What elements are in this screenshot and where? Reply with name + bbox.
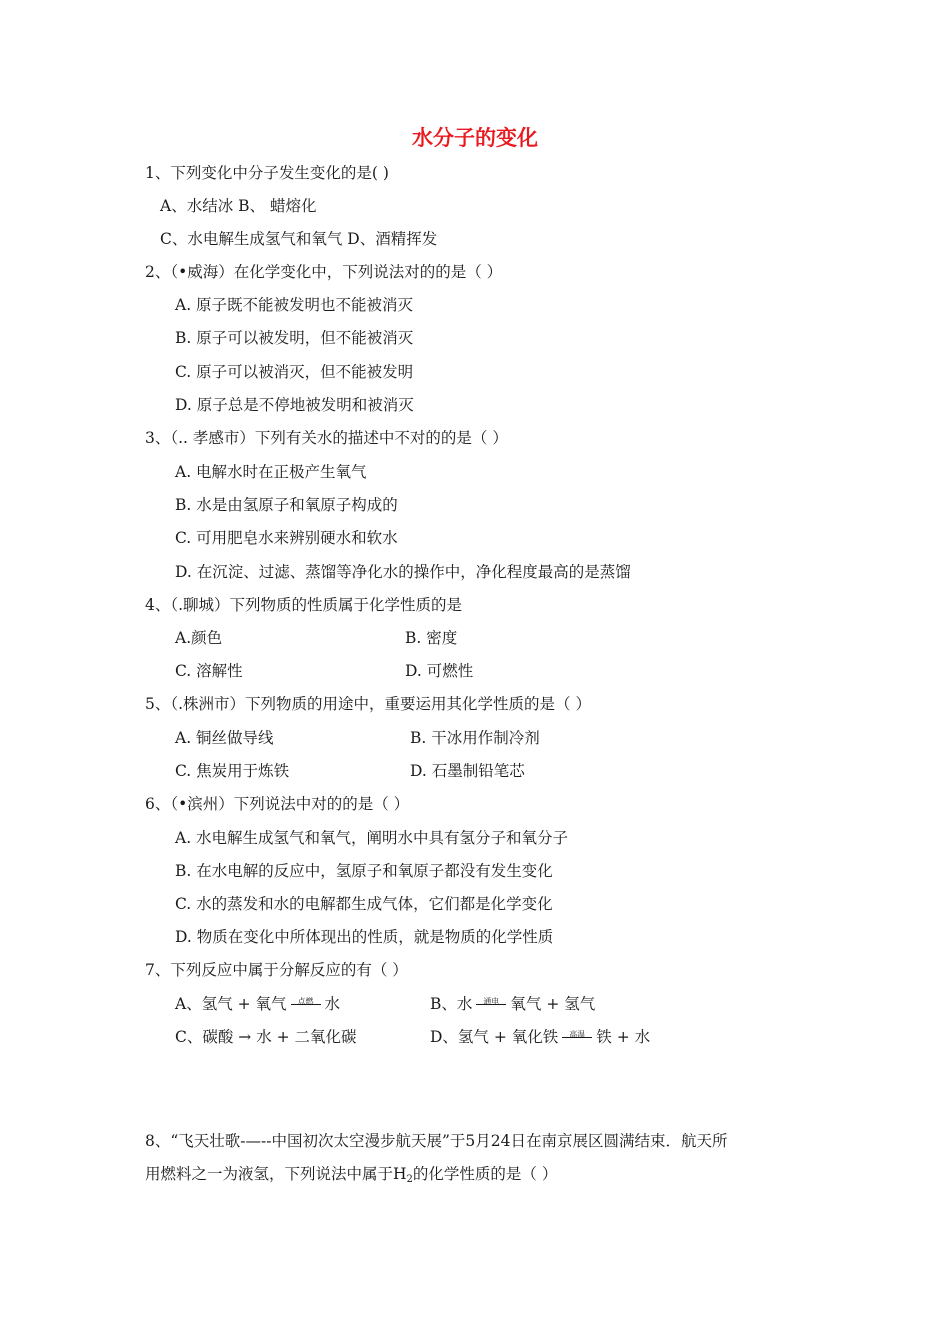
page-title: 水分子的变化 bbox=[412, 126, 538, 150]
question-3-option-d: D. 在沉淀、过滤、蒸馏等净化水的操作中，净化程度最高的是蒸馏 bbox=[175, 563, 631, 581]
reaction-condition-label: 通电 bbox=[483, 997, 500, 1006]
question-3-stem: 3、（.. 孝感市）下列有关水的描述中不对的的是（ ） bbox=[145, 429, 508, 447]
question-7-option-d bbox=[430, 1027, 650, 1047]
option-d-products: 铁 + 水 bbox=[596, 1028, 651, 1046]
question-8-line-1: 8、“飞天壮歌-—--中国初次太空漫步航天展”于5月24日在南京展区圆满结束．航天所 bbox=[145, 1132, 728, 1150]
question-4-option-b: B. 密度 bbox=[405, 629, 458, 647]
question-7-stem: 7、下列反应中属于分解反应的有（ ） bbox=[145, 961, 408, 979]
question-6-stem: 6、（•滨州）下列说法中对的的是（ ） bbox=[145, 795, 410, 813]
question-2-option-b: B. 原子可以被发明，但不能被消灭 bbox=[175, 329, 414, 347]
question-8-line-2 bbox=[145, 1164, 557, 1190]
option-b-products: 氧气 + 氢气 bbox=[510, 995, 596, 1013]
question-8-text-end: 的化学性质的是（ ） bbox=[412, 1165, 558, 1183]
reaction-condition-label: 点燃 bbox=[297, 997, 314, 1006]
question-4-option-a: A.颜色 bbox=[175, 629, 223, 647]
question-5-stem: 5、（.株洲市）下列物质的用途中，重要运用其化学性质的是（ ） bbox=[145, 695, 591, 713]
question-4-option-d: D. 可燃性 bbox=[405, 662, 474, 680]
question-2-option-a: A. 原子既不能被发明也不能被消灭 bbox=[175, 296, 414, 314]
question-7-option-c: C、碳酸 → 水 + 二氧化碳 bbox=[175, 1028, 357, 1046]
question-4-option-c: C. 溶解性 bbox=[175, 662, 243, 680]
question-7-option-a bbox=[175, 994, 340, 1014]
question-5-option-b: B. 干冰用作制冷剂 bbox=[410, 729, 540, 747]
question-6-option-d: D. 物质在变化中所体现出的性质，就是物质的化学性质 bbox=[175, 928, 554, 946]
question-5-option-a: A. 铜丝做导线 bbox=[175, 729, 274, 747]
option-b-reactants: B、水 bbox=[430, 995, 473, 1013]
question-2-stem: 2、（•威海）在化学变化中，下列说法对的的是（ ） bbox=[145, 263, 503, 281]
reaction-condition-arrow bbox=[560, 1027, 594, 1047]
question-6-option-a: A. 水电解生成氢气和氧气，阐明水中具有氢分子和氧分子 bbox=[175, 829, 569, 847]
option-d-reactants: D、氢气 + 氧化铁 bbox=[430, 1028, 559, 1046]
reaction-condition-arrow bbox=[289, 994, 323, 1014]
question-5-option-c: C. 焦炭用于炼铁 bbox=[175, 762, 290, 780]
reaction-condition-label: 高温 bbox=[569, 1030, 586, 1039]
question-1-stem: 1、下列变化中分子发生变化的是( ) bbox=[145, 164, 389, 182]
question-3-option-b: B. 水是由氢原子和氧原子构成的 bbox=[175, 496, 398, 514]
subscript: 2 bbox=[406, 1174, 413, 1185]
question-2-option-c: C. 原子可以被消灭，但不能被发明 bbox=[175, 363, 414, 381]
option-a-products: 水 bbox=[324, 995, 341, 1013]
question-2-option-d: D. 原子总是不停地被发明和被消灭 bbox=[175, 396, 414, 414]
option-a-reactants: A、氢气 + 氧气 bbox=[175, 995, 287, 1013]
question-5-option-d: D. 石墨制铅笔芯 bbox=[410, 762, 525, 780]
question-8-text: 用燃料之一为液氢，下列说法中属于H bbox=[145, 1165, 407, 1183]
question-3-option-a: A. 电解水时在正极产生氧气 bbox=[175, 463, 367, 481]
question-6-option-c: C. 水的蒸发和水的电解都生成气体，它们都是化学变化 bbox=[175, 895, 553, 913]
reaction-condition-arrow bbox=[474, 994, 508, 1014]
question-6-option-b: B. 在水电解的反应中，氢原子和氧原子都没有发生变化 bbox=[175, 862, 553, 880]
question-7-option-b bbox=[430, 994, 595, 1014]
question-1-options-cd: C、水电解生成氢气和氧气 D、酒精挥发 bbox=[160, 230, 438, 248]
question-4-stem: 4、（.聊城）下列物质的性质属于化学性质的是 bbox=[145, 596, 463, 614]
question-1-options-ab: A、水结冰 B、 蜡熔化 bbox=[160, 197, 317, 215]
question-3-option-c: C. 可用肥皂水来辨别硬水和软水 bbox=[175, 529, 398, 547]
